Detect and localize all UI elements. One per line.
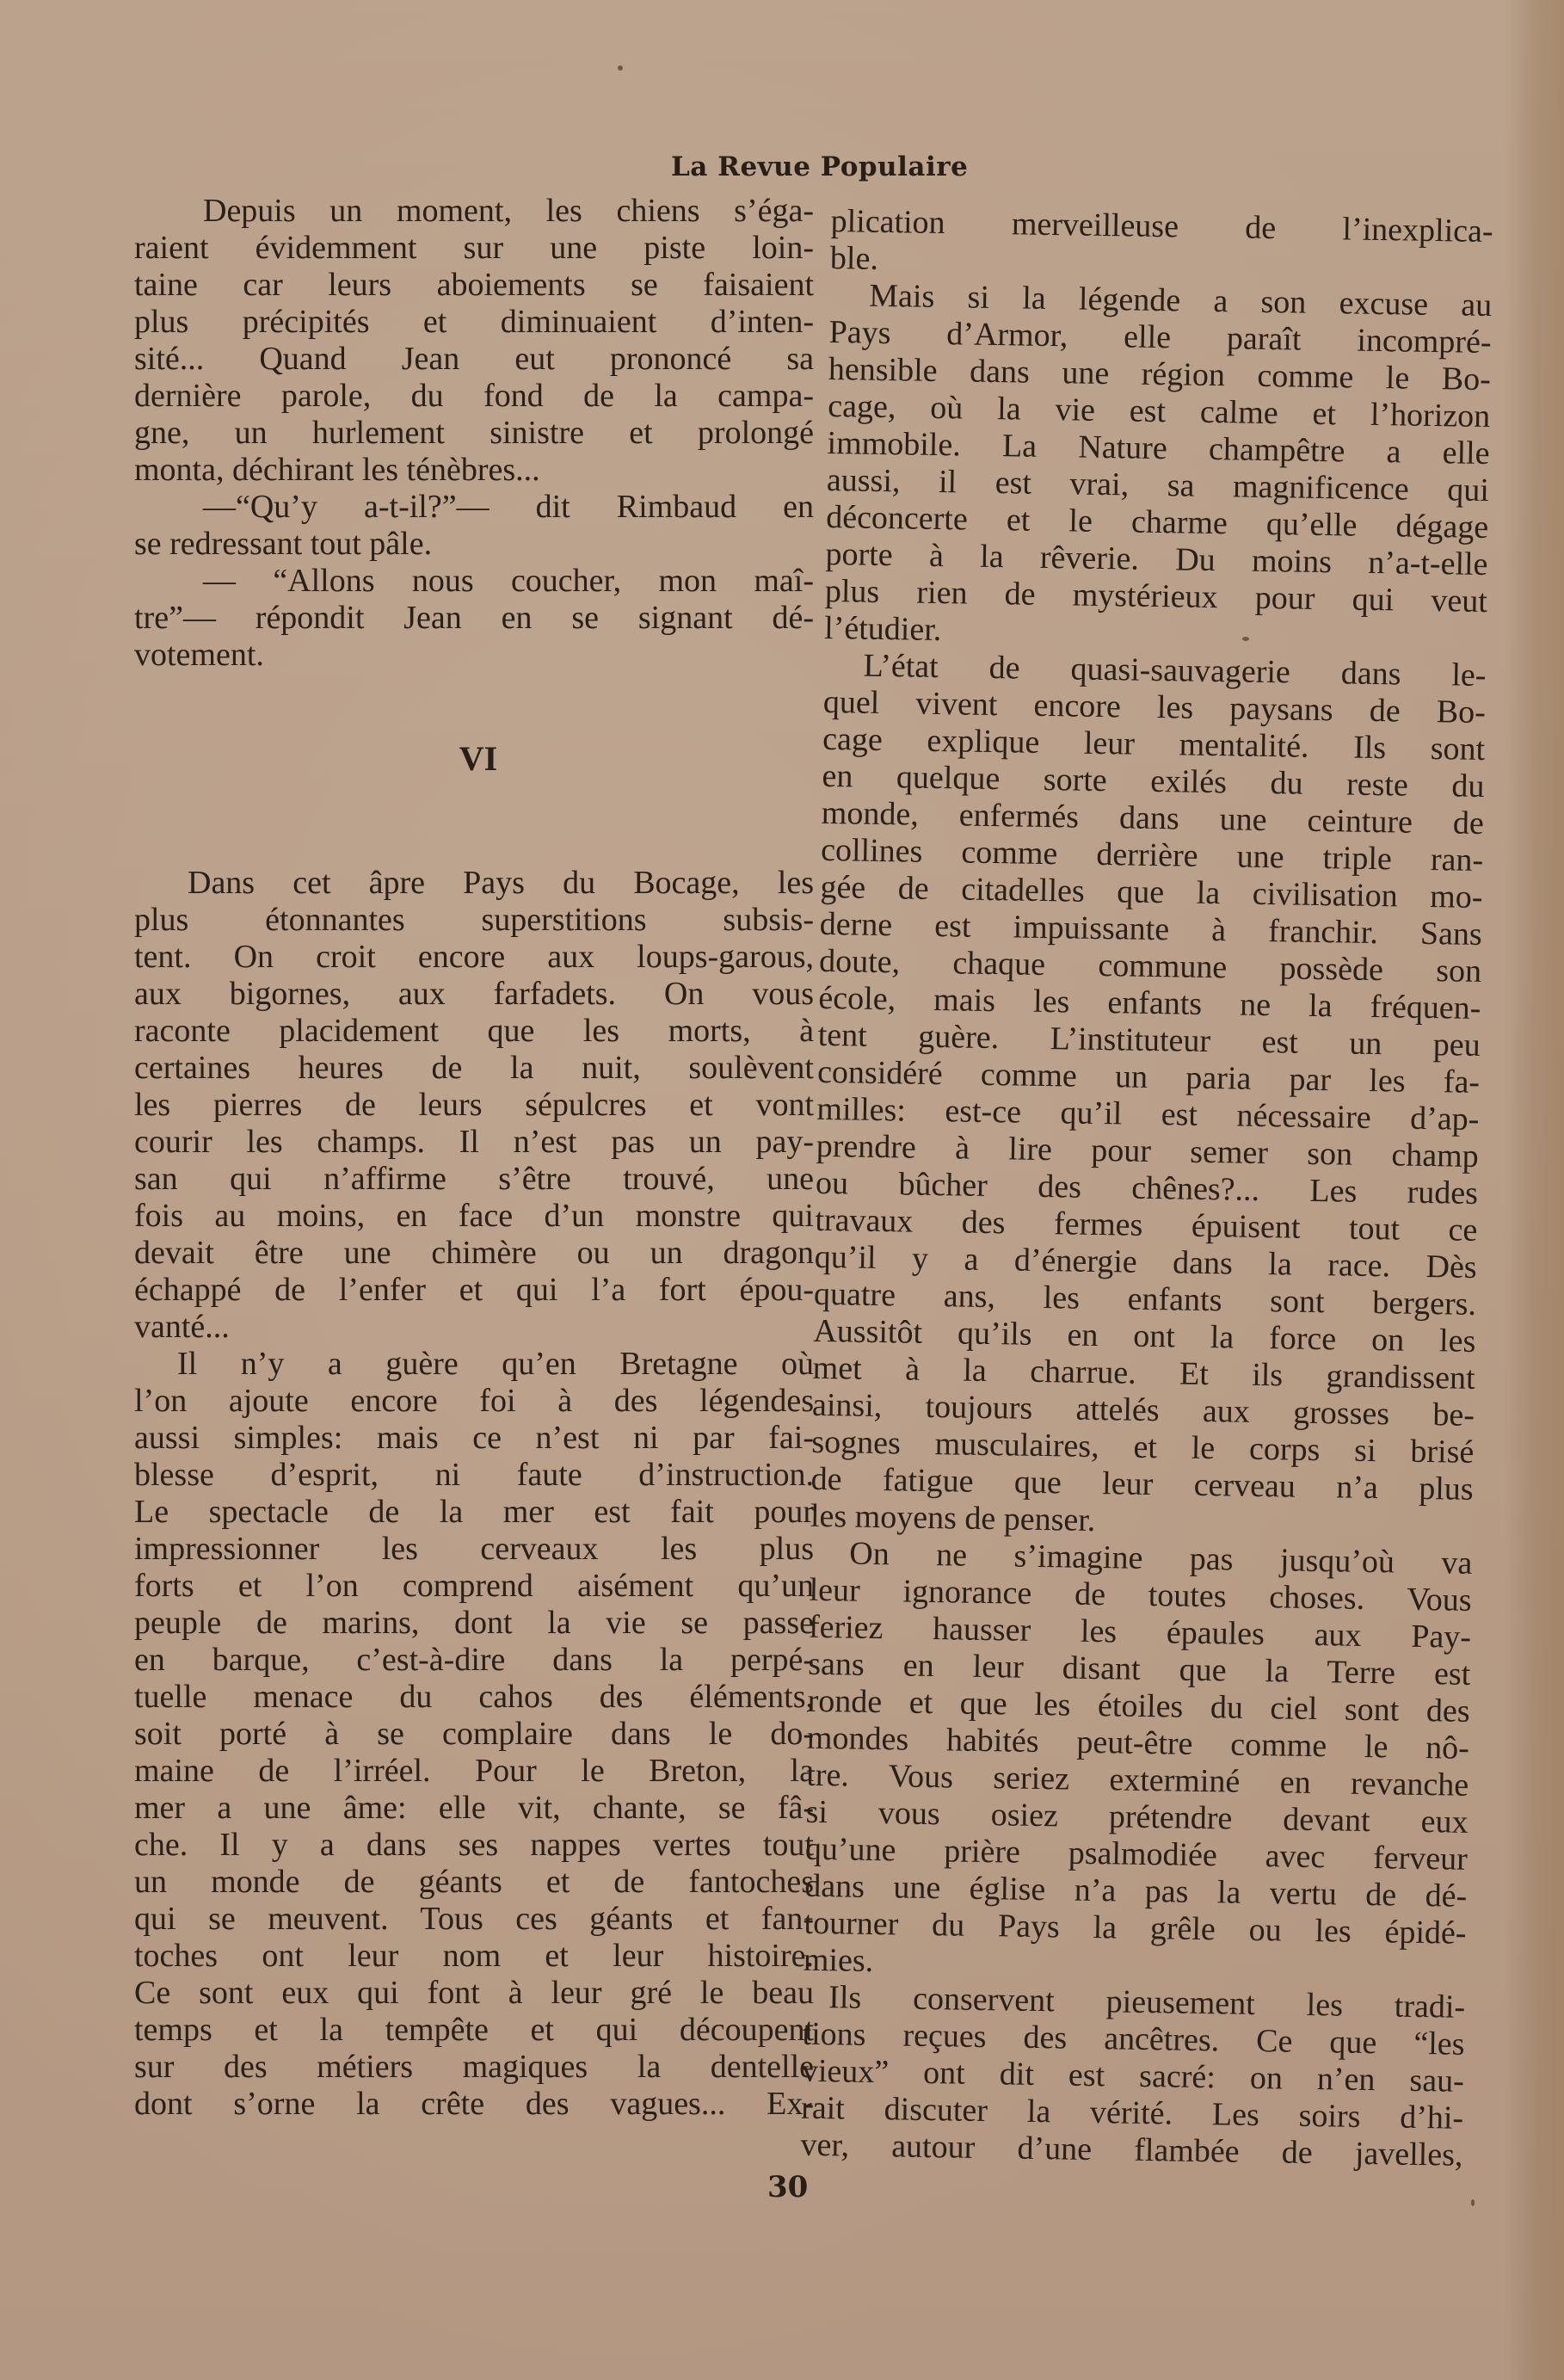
text-line: sité... Quand Jean eut prononcé sa [134, 341, 814, 377]
paragraph [800, 1979, 1465, 2174]
ink-speck [1471, 2199, 1475, 2206]
text-line: met à la charrue. Et ils grandissent [812, 1349, 1475, 1397]
text-line: vanté... [134, 1309, 230, 1345]
text-line: Pays d’Armor, elle paraît incompré- [828, 313, 1492, 361]
text-line: aux bigornes, aux farfadets. On vous [134, 976, 814, 1012]
text-line: Ce sont eux qui font à leur gré le beau [134, 1975, 814, 2011]
text-line: l’étudier. [823, 609, 942, 649]
paragraph [134, 563, 814, 674]
left-column [134, 193, 814, 2123]
text-line: peuple de marins, dont la vie se passe [134, 1605, 814, 1641]
paragraph [824, 277, 1493, 657]
paragraph [134, 1346, 814, 2123]
text-line: dans une église n’a pas la vertu de dé- [804, 1867, 1468, 1914]
text-line: tourner du Pays la grêle ou les épidé- [804, 1904, 1467, 1951]
paragraph [830, 203, 1493, 287]
text-line: fois au moins, en face d’un monstre qui [134, 1198, 814, 1234]
text-line: collines comme derrière une triple ran- [820, 831, 1484, 879]
text-line: Le spectacle de la mer est fait pour [134, 1494, 814, 1530]
text-line: Dans cet âpre Pays du Bocage, les [188, 865, 814, 901]
text-line: devait être une chimère ou un dragon [134, 1235, 814, 1271]
text-line: certaines heures de la nuit, soulèvent [134, 1050, 814, 1086]
text-line: dernière parole, du fond de la campa- [134, 378, 814, 414]
text-line: plus précipités et diminuaient d’inten- [134, 304, 814, 340]
text-line: cage explique leur mentalité. Ils sont [822, 720, 1486, 768]
text-line: plus rien de mystérieux pour qui veut [824, 572, 1488, 620]
text-line: Mais si la légende a son excuse au [868, 277, 1493, 324]
ink-speck [618, 65, 623, 71]
text-line: sans en leur disant que la Terre est [807, 1645, 1471, 1693]
text-line: école, mais les enfants ne la fréquen- [818, 979, 1481, 1027]
text-line: courir les champs. Il n’est pas un pay- [134, 1124, 814, 1160]
paragraph [804, 1535, 1473, 1989]
text-line: immobile. La Nature champêtre a elle [827, 424, 1490, 472]
text-line: sognes musculaires, et le corps si brisé [811, 1423, 1475, 1471]
text-line: ronde et que les étoiles du ciel sont des [807, 1682, 1470, 1730]
text-line: en quelque sorte exilés du reste du [822, 757, 1485, 805]
text-line: temps et la tempête et qui découpent [134, 2012, 814, 2048]
text-line: raconte placidement que les morts, à [134, 1013, 814, 1049]
text-line: rait discuter la vérité. Les soirs d’hi- [800, 2089, 1464, 2136]
text-line: maine de l’irréel. Pour le Breton, la [134, 1753, 814, 1789]
text-line: aussi, il est vrai, sa magnificence qui [826, 461, 1490, 509]
text-line: toches ont leur nom et leur histoire. [134, 1938, 814, 1974]
text-line: ble. [829, 239, 879, 277]
text-line: raient évidemment sur une piste loin- [134, 230, 814, 266]
text-line: les pierres de leurs sépulcres et vont [134, 1087, 814, 1123]
text-line: ainsi, toujours attelés aux grosses be- [811, 1386, 1475, 1434]
text-line: tre”— répondit Jean en se signant dé- [134, 600, 814, 636]
text-line: qu’une prière psalmodiée avec ferveur [804, 1830, 1469, 1877]
text-line: leur ignorance de toutes choses. Vous [809, 1571, 1472, 1619]
text-line: gne, un hurlement sinistre et prolongé [134, 415, 814, 451]
text-line: tuelle menace du cahos des éléments, [134, 1679, 814, 1715]
text-line: se redressant tout pâle. [134, 526, 433, 562]
text-line: cage, où la vie est calme et l’horizon [827, 387, 1491, 435]
text-line: tions reçues des ancêtres. Ce que “les [802, 2015, 1465, 2062]
paragraph [134, 489, 814, 563]
text-line: prendre à lire pour semer son champ [816, 1127, 1480, 1175]
paragraph [810, 647, 1487, 1545]
text-line: tent. On croit encore aux loups-garous, [134, 939, 814, 975]
text-line: Aussitôt qu’ils en ont la force on les [813, 1312, 1476, 1360]
text-line: impressionner les cerveaux les plus [134, 1531, 814, 1567]
text-line: sur des métiers magiques la dentelle [134, 2049, 814, 2085]
text-line: On ne s’imagine pas jusqu’où va [849, 1535, 1473, 1582]
text-line: dont s’orne la crête des vagues... Ex- [134, 2086, 814, 2122]
paragraph [134, 865, 814, 1346]
text-line: en barque, c’est-à-dire dans la perpé- [134, 1642, 814, 1678]
text-line: taine car leurs aboiements se faisaient [134, 267, 814, 303]
text-line: si vous osiez prétendre devant eux [805, 1793, 1469, 1840]
text-line: blesse d’esprit, ni faute d’instruction. [134, 1457, 814, 1493]
text-line: considéré comme un paria par les fa- [816, 1053, 1481, 1101]
page-number: 30 [767, 2170, 809, 2204]
text-line: doute, chaque commune possède son [818, 942, 1482, 990]
text-line: mer a une âme: elle vit, chante, se fâ- [134, 1790, 814, 1826]
text-line: san qui n’affirme s’être trouvé, une [134, 1161, 814, 1197]
text-line: feriez hausser les épaules aux Pay- [808, 1608, 1472, 1656]
section-heading: VI [459, 739, 498, 778]
text-line: monta, déchirant les ténèbres... [134, 452, 540, 488]
text-line: forts et l’on comprend aisément qu’un [134, 1568, 814, 1604]
text-line: aussi simples: mais ce n’est ni par fai- [134, 1420, 814, 1456]
text-line: tent guère. L’instituteur est un peu [817, 1016, 1481, 1064]
text-line: l’on ajoute encore foi à des légendes [134, 1383, 814, 1419]
text-line: milles: est-ce qu’il est nécessaire d’ap- [816, 1090, 1480, 1138]
text-line: plication merveilleuse de l’inexplica- [830, 203, 1493, 250]
text-line: un monde de géants et de fantoches [134, 1864, 814, 1900]
text-line: che. Il y a dans ses nappes vertes tout [134, 1827, 814, 1863]
text-line: mies. [803, 1941, 874, 1980]
text-line: Il n’y a guère qu’en Bretagne où [177, 1346, 814, 1382]
text-line: quel vivent encore les paysans de Bo- [822, 683, 1487, 731]
text-line: hensible dans une région comme le Bo- [828, 350, 1492, 398]
text-line: de fatigue que leur cerveau n’a plus [810, 1460, 1474, 1508]
text-line: vieux” ont dit est sacré: on n’en sau- [801, 2052, 1465, 2099]
text-line: votement. [134, 637, 264, 673]
text-line: derne est impuissante à franchir. Sans [819, 905, 1483, 953]
text-line: tre. Vous seriez exterminé en revanche [805, 1756, 1469, 1803]
text-line: travaux des fermes épuisent tout ce [815, 1201, 1478, 1249]
text-line: Ils conservent pieusement les tradi- [828, 1979, 1466, 2025]
text-line: porte à la rêverie. Du moins n’a-t-elle [825, 535, 1488, 583]
text-line: plus étonnantes superstitions subsis- [134, 902, 814, 938]
text-line: qui se meuvent. Tous ces géants et fan- [134, 1901, 814, 1937]
text-line: qu’il y a d’énergie dans la race. Dès [814, 1238, 1477, 1286]
text-line: Depuis un moment, les chiens s’éga- [203, 193, 814, 229]
text-line: ver, autour d’une flambée de javelles, [800, 2126, 1463, 2173]
text-line: ou bûcher des chênes?... Les rudes [815, 1164, 1479, 1212]
text-line: mondes habités peut-être comme le nô- [806, 1719, 1470, 1767]
text-line: les moyens de penser. [810, 1497, 1096, 1539]
text-line: quatre ans, les enfants sont bergers. [813, 1275, 1477, 1323]
page-edge-shadow [1504, 0, 1564, 2380]
text-line: soit porté à se complaire dans le do- [134, 1716, 814, 1752]
right-column [800, 203, 1493, 2174]
running-title: La Revue Populaire [671, 151, 969, 182]
text-line: — “Allons nous coucher, mon maî- [203, 563, 814, 599]
text-line: gée de citadelles que la civilisation mo- [820, 868, 1483, 916]
paragraph [134, 193, 814, 489]
text-line: échappé de l’enfer et qui l’a fort épou- [134, 1272, 814, 1308]
text-line: monde, enfermés dans une ceinture de [821, 794, 1485, 842]
text-line: L’état de quasi-sauvagerie dans le- [863, 647, 1487, 694]
text-line: déconcerte et le charme qu’elle dégage [825, 498, 1489, 546]
text-line: —“Qu’y a-t-il?”— dit Rimbaud en [203, 489, 814, 525]
